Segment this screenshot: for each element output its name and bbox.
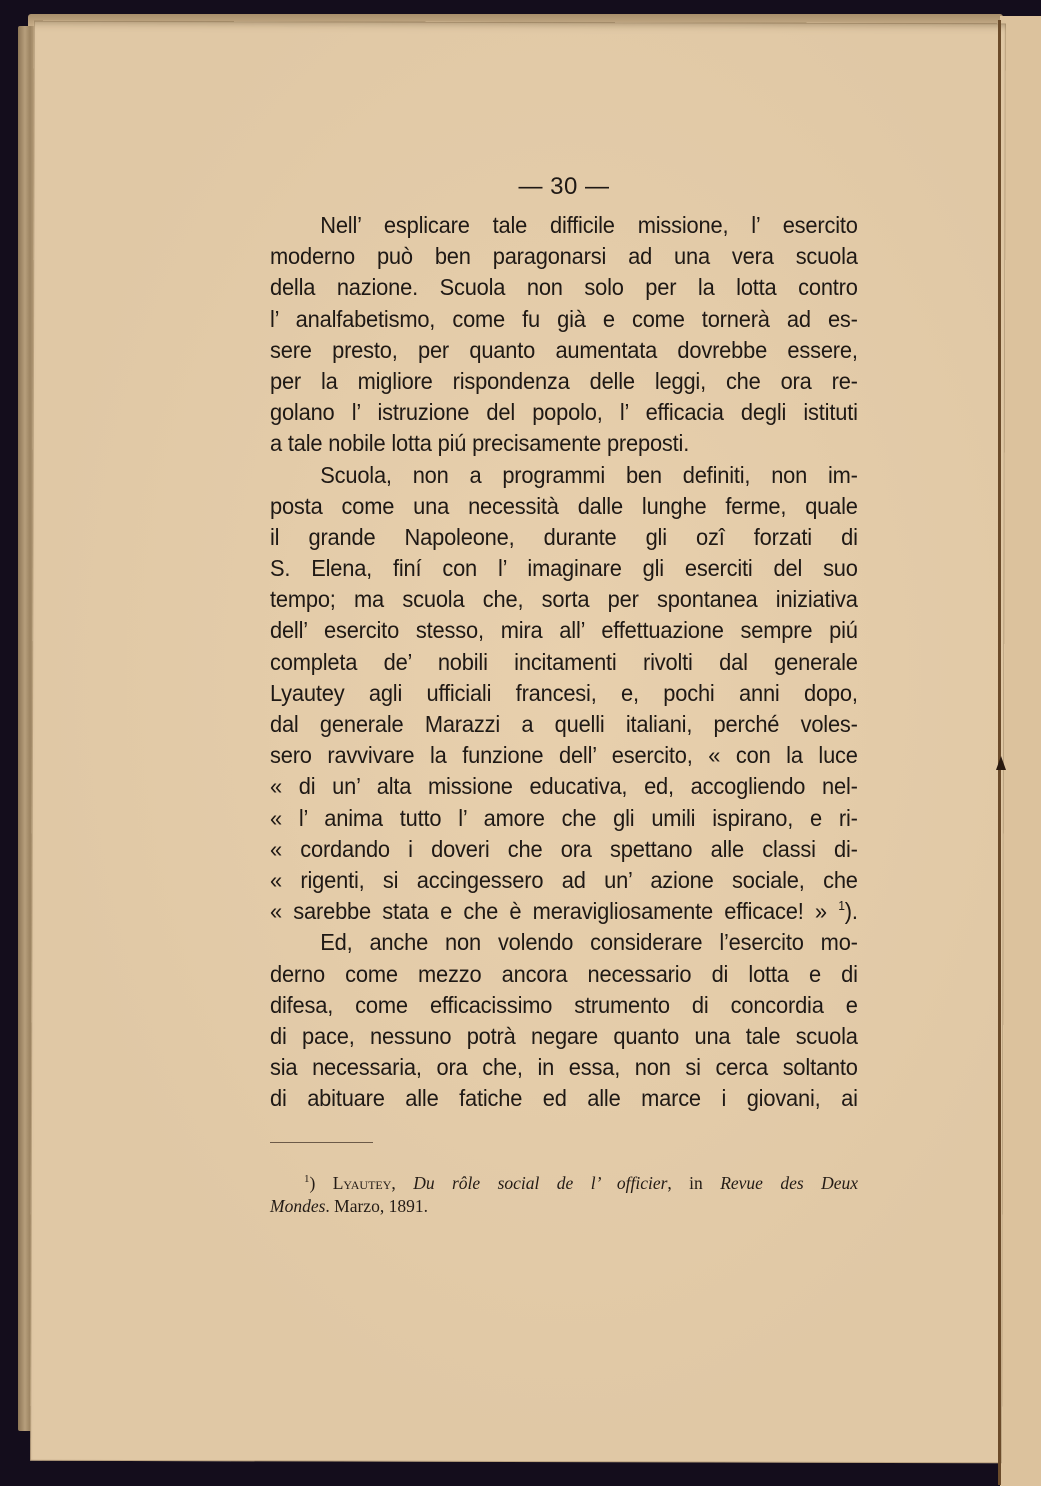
paragraph-3	[270, 927, 858, 1114]
text-line: della nazione. Scuola non solo per la lotta contro	[270, 274, 858, 301]
text-line: difesa, come efficacissimo strumento di concordia e	[270, 991, 858, 1018]
footnote-marker-close: )	[309, 1173, 316, 1193]
footnote-divider	[270, 1142, 373, 1143]
text-line: « di un’ alta missione educativa, ed, accogliendo nel-	[270, 773, 858, 800]
text-line: il grande Napoleone, durante gli ozî forzati di	[270, 523, 858, 550]
footnote-date: . Marzo, 1891.	[325, 1196, 428, 1216]
page-text	[270, 172, 858, 1114]
text-line: Nell’ esplicare tale difficile missione, l’ esercito	[320, 212, 858, 238]
text-line: posta come una necessità dalle lunghe ferme, quale	[270, 492, 858, 519]
text-line-with-footnote	[270, 896, 858, 927]
text-line: di pace, nessuno potrà negare quanto una tale scuola	[270, 1022, 858, 1049]
text-line: completa de’ nobili incitamenti rivolti dal generale	[270, 648, 858, 675]
text-line: sere presto, per quanto aumentata dovrebbe essere,	[270, 336, 858, 363]
closing-punctuation: ).	[844, 898, 858, 925]
footnote-marker: 1	[304, 1173, 310, 1185]
text-line: « cordando i doveri che ora spettano alle classi di-	[270, 835, 858, 862]
footnote-author: Lyautey	[332, 1173, 392, 1193]
text-line: derno come mezzo ancora necessario di lotta e di	[270, 960, 858, 987]
footnote-title: Du rôle social de l’ officier	[413, 1173, 668, 1193]
quote-text: « sarebbe stata e che è meravigliosamente efficace! »	[270, 898, 827, 925]
footnote	[270, 1172, 858, 1218]
text-line: dal generale Marazzi a quelli italiani, perché voles-	[270, 711, 858, 737]
text-line: « rigenti, si accingessero ad un’ azione sociale, che	[270, 866, 858, 893]
footnote-reference[interactable]: 1	[838, 898, 845, 914]
paragraph-1	[270, 210, 858, 460]
text-line: S. Elena, finí con l’ imaginare gli eserciti del suo	[270, 555, 858, 582]
page-number: — 30 —	[518, 173, 610, 200]
text-line: l’ analfabetismo, come fu già e come tornerà ad es-	[270, 305, 858, 332]
text-line: dell’ esercito stesso, mira all’ effettuazione sempre piú	[270, 617, 858, 644]
text-line: di abituare alle fatiche ed alle marce i giovani, ai	[270, 1085, 858, 1112]
paragraph-2	[270, 460, 858, 928]
text-line: per la migliore rispondenza delle leggi, che ora re-	[270, 367, 858, 394]
page-gutter	[998, 20, 1001, 1485]
text-line: Lyautey agli ufficiali francesi, e, pochi anni dopo,	[270, 679, 858, 706]
text-line: sero ravvivare la funzione dell’ esercito, « con la luce	[270, 742, 858, 769]
footnote-comma: ,	[391, 1173, 396, 1193]
footnote-line	[270, 1195, 858, 1218]
footnote-connector: , in	[667, 1173, 703, 1193]
text-line: « l’ anima tutto l’ amore che gli umili ispirano, e ri-	[270, 804, 858, 831]
footnote-journal: Revue des Deux	[720, 1173, 858, 1193]
text-line: Scuola, non a programmi ben definiti, non im-	[320, 461, 858, 488]
next-page-sliver	[1000, 16, 1041, 1486]
text-line: tempo; ma scuola che, sorta per spontanea iniziativa	[270, 586, 858, 613]
gutter-blemish	[996, 756, 1006, 770]
text-line: golano l’ istruzione del popolo, l’ efficacia degli istituti	[270, 399, 858, 426]
footnote-line	[270, 1172, 858, 1195]
text-line: moderno può ben paragonarsi ad una vera scuola	[270, 243, 858, 270]
text-line: Ed, anche non volendo considerare l’esercito mo-	[320, 929, 858, 956]
text-line: a tale nobile lotta piú precisamente preposti.	[270, 430, 690, 457]
footnote-journal-cont: Mondes	[270, 1196, 326, 1216]
text-line: sia necessaria, ora che, in essa, non si cerca soltanto	[270, 1054, 858, 1081]
